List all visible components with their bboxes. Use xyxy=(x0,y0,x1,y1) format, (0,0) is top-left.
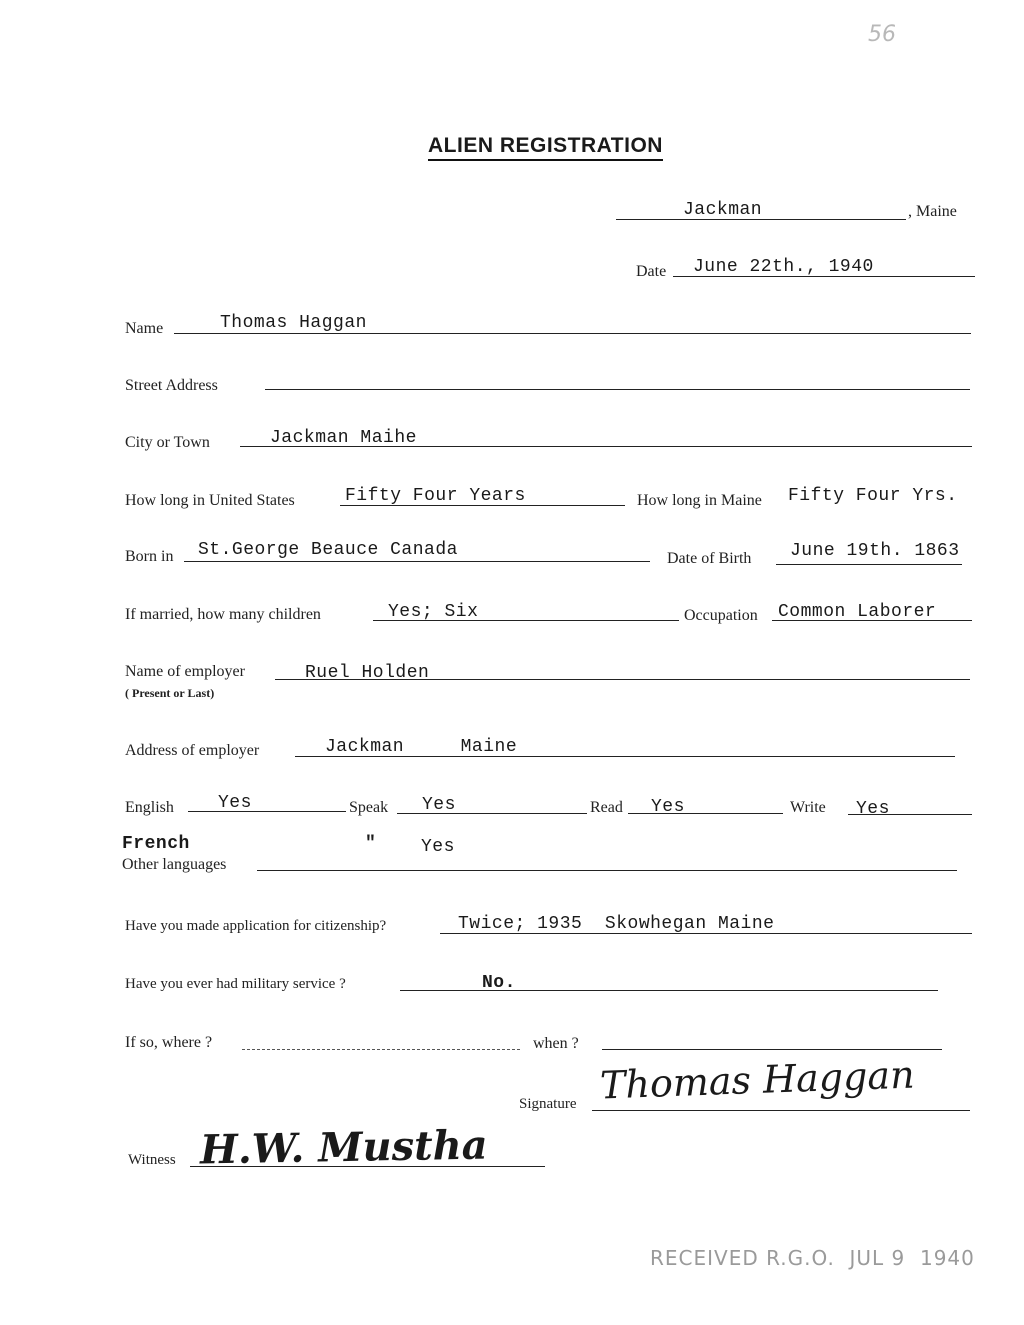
form-title: ALIEN REGISTRATION xyxy=(428,134,663,161)
born-label: Born in xyxy=(125,548,174,565)
us-duration-value: Fifty Four Years xyxy=(345,486,526,506)
where-label: If so, where ? xyxy=(125,1034,213,1051)
name-value: Thomas Haggan xyxy=(220,313,367,333)
french-label: French xyxy=(122,834,190,854)
read-value: Yes xyxy=(651,797,685,817)
dob-line xyxy=(776,564,962,565)
other-languages-label: Other languages xyxy=(122,856,227,873)
city-label: City or Town xyxy=(125,434,210,451)
maine-duration-value: Fifty Four Yrs. xyxy=(788,486,958,506)
city-value: Jackman Maihe xyxy=(270,428,417,448)
speak-value: Yes xyxy=(422,795,456,815)
signature-label: Signature xyxy=(519,1096,577,1112)
english-value: Yes xyxy=(218,793,252,813)
date-value: June 22th., 1940 xyxy=(693,257,874,277)
read-label: Read xyxy=(590,799,623,816)
name-label: Name xyxy=(125,320,164,337)
dob-label: Date of Birth xyxy=(667,550,752,567)
when-label: when ? xyxy=(533,1035,579,1052)
us-duration-label: How long in United States xyxy=(125,492,295,509)
date-label: Date xyxy=(636,263,667,280)
name-line xyxy=(174,333,971,334)
french-value: Yes xyxy=(421,837,455,857)
english-line xyxy=(188,811,346,812)
when-line xyxy=(602,1049,942,1050)
occupation-value: Common Laborer xyxy=(778,602,937,622)
french-ditto: " xyxy=(365,834,377,854)
occupation-label: Occupation xyxy=(684,607,758,624)
speak-label: Speak xyxy=(349,799,389,816)
english-label: English xyxy=(125,799,174,816)
born-line xyxy=(184,561,650,562)
received-stamp: RECEIVED R.G.O. JUL 9 1940 xyxy=(650,1246,975,1270)
write-label: Write xyxy=(790,799,826,816)
location-state-label: Maine xyxy=(916,203,957,220)
children-label: If married, how many children xyxy=(125,606,321,623)
dob-value: June 19th. 1863 xyxy=(790,541,960,561)
signature-line xyxy=(592,1110,970,1111)
citizenship-value: Twice; 1935 Skowhegan Maine xyxy=(458,914,775,934)
employer-value: Ruel Holden xyxy=(305,663,430,683)
witness-label: Witness xyxy=(128,1152,176,1168)
born-value: St.George Beauce Canada xyxy=(198,540,458,560)
citizenship-label: Have you made application for citizenship? xyxy=(125,918,387,934)
employer-label: Name of employer xyxy=(125,663,245,680)
maine-duration-label: How long in Maine xyxy=(637,492,762,509)
where-line xyxy=(242,1049,520,1050)
military-value: No. xyxy=(482,973,516,993)
employer-address-value: Jackman Maine xyxy=(325,737,518,757)
street-line xyxy=(265,389,970,390)
other-languages-line xyxy=(257,870,957,871)
write-value: Yes xyxy=(856,799,890,819)
corner-pencil-note: 56 xyxy=(868,22,896,47)
military-label: Have you ever had military service ? xyxy=(125,976,346,992)
military-line xyxy=(400,990,938,991)
employer-address-label: Address of employer xyxy=(125,742,260,759)
location-city-value: Jackman xyxy=(683,200,763,220)
street-label: Street Address xyxy=(125,377,218,394)
employer-sublabel: ( Present or Last) xyxy=(125,686,215,700)
signature-handwriting: Thomas Haggan xyxy=(599,1052,916,1108)
witness-handwriting: H.W. Mustha xyxy=(199,1121,489,1174)
children-value: Yes; Six xyxy=(388,602,479,622)
